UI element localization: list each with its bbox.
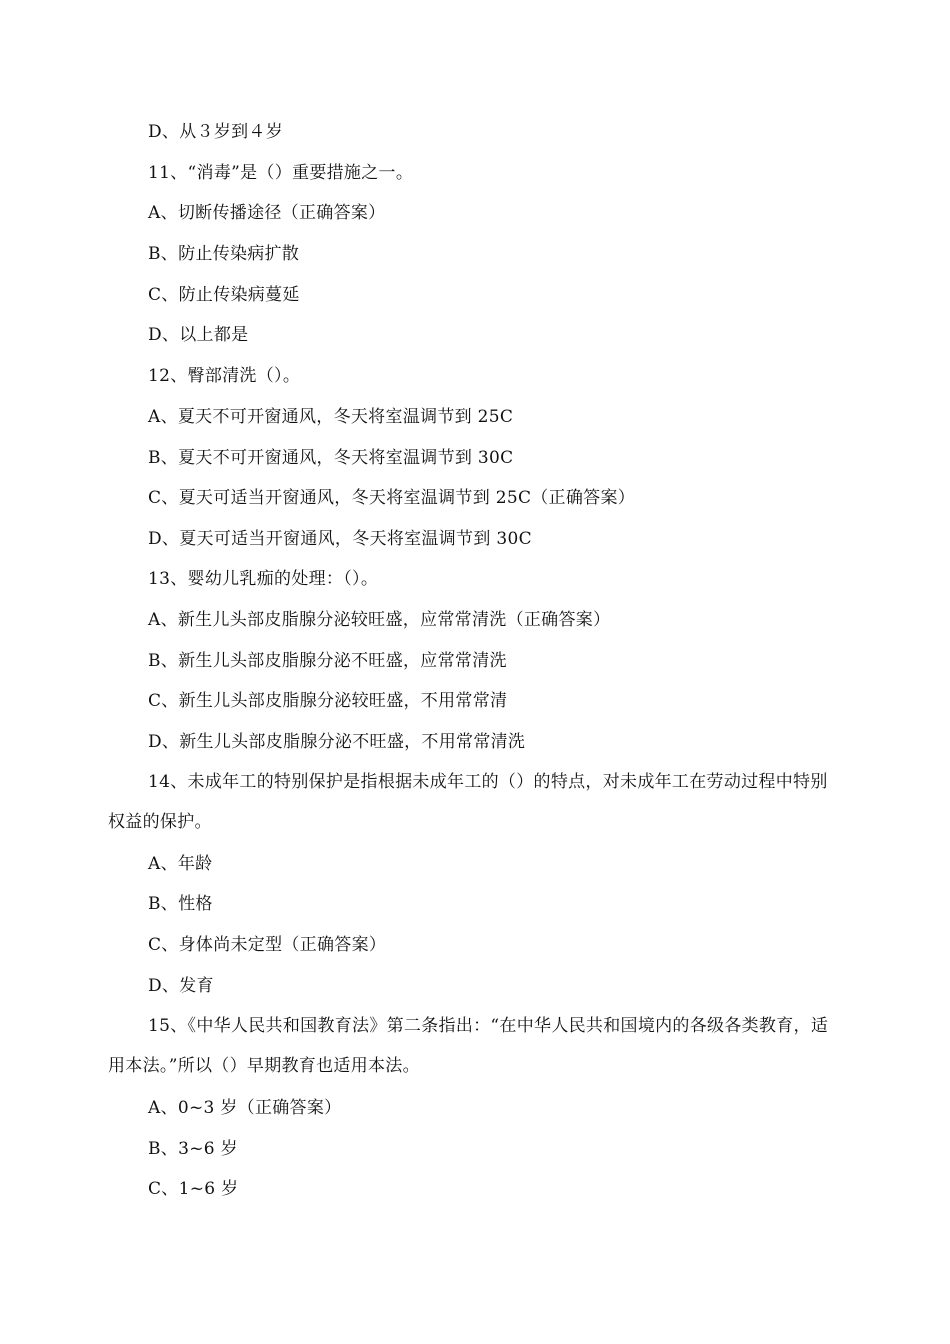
option-a-q14: A、年龄 <box>148 854 213 874</box>
option-d-q11: D、以上都是 <box>148 325 249 345</box>
option-a-q12: A、夏天不可开窗通风，冬天将室温调节到 25C <box>148 407 514 427</box>
option-c-q11: C、防止传染病蔓延 <box>148 285 300 305</box>
option-a-q13: A、新生儿头部皮脂腺分泌较旺盛，应常常清洗（正确答案） <box>148 610 611 630</box>
option-a-q11: A、切断传播途径（正确答案） <box>148 203 386 223</box>
option-c-q12: C、夏天可适当开窗通风，冬天将室温调节到 25C（正确答案） <box>148 488 636 508</box>
option-b-q15: B、3~6 岁 <box>148 1139 238 1159</box>
option-c-q13: C、新生儿头部皮脂腺分泌较旺盛，不用常常清 <box>148 691 508 711</box>
option-b-q12: B、夏天不可开窗通风，冬天将室温调节到 30C <box>148 448 514 468</box>
option-d-q14: D、发育 <box>148 976 214 996</box>
option-d-q13: D、新生儿头部皮脂腺分泌不旺盛，不用常常清洗 <box>148 732 526 752</box>
question-11: 11、“消毒”是（）重要措施之一。 <box>148 163 414 183</box>
option-d-q10: D、从３岁到４岁 <box>148 122 284 142</box>
option-b-q13: B、新生儿头部皮脂腺分泌不旺盛，应常常清洗 <box>148 651 507 671</box>
question-12: 12、臀部清洗（）。 <box>148 366 301 386</box>
option-b-q11: B、防止传染病扩散 <box>148 244 300 264</box>
option-b-q14: B、性格 <box>148 894 213 914</box>
question-13: 13、婴幼儿乳痂的处理：（）。 <box>148 569 379 589</box>
option-c-q14: C、身体尚未定型（正确答案） <box>148 935 387 955</box>
option-c-q15: C、1~6 岁 <box>148 1179 239 1199</box>
question-14: 14、未成年工的特别保护是指根据未成年工的（）的特点，对未成年工在劳动过程中特别权益的保护。 <box>108 772 828 832</box>
option-d-q12: D、夏天可适当开窗通风，冬天将室温调节到 30C <box>148 529 532 549</box>
option-a-q15: A、0~3 岁（正确答案） <box>148 1098 342 1118</box>
question-15: 15、《中华人民共和国教育法》第二条指出：“在中华人民共和国境内的各级各类教育，适用本法。”所以（）早期教育也适用本法。 <box>108 1016 829 1076</box>
